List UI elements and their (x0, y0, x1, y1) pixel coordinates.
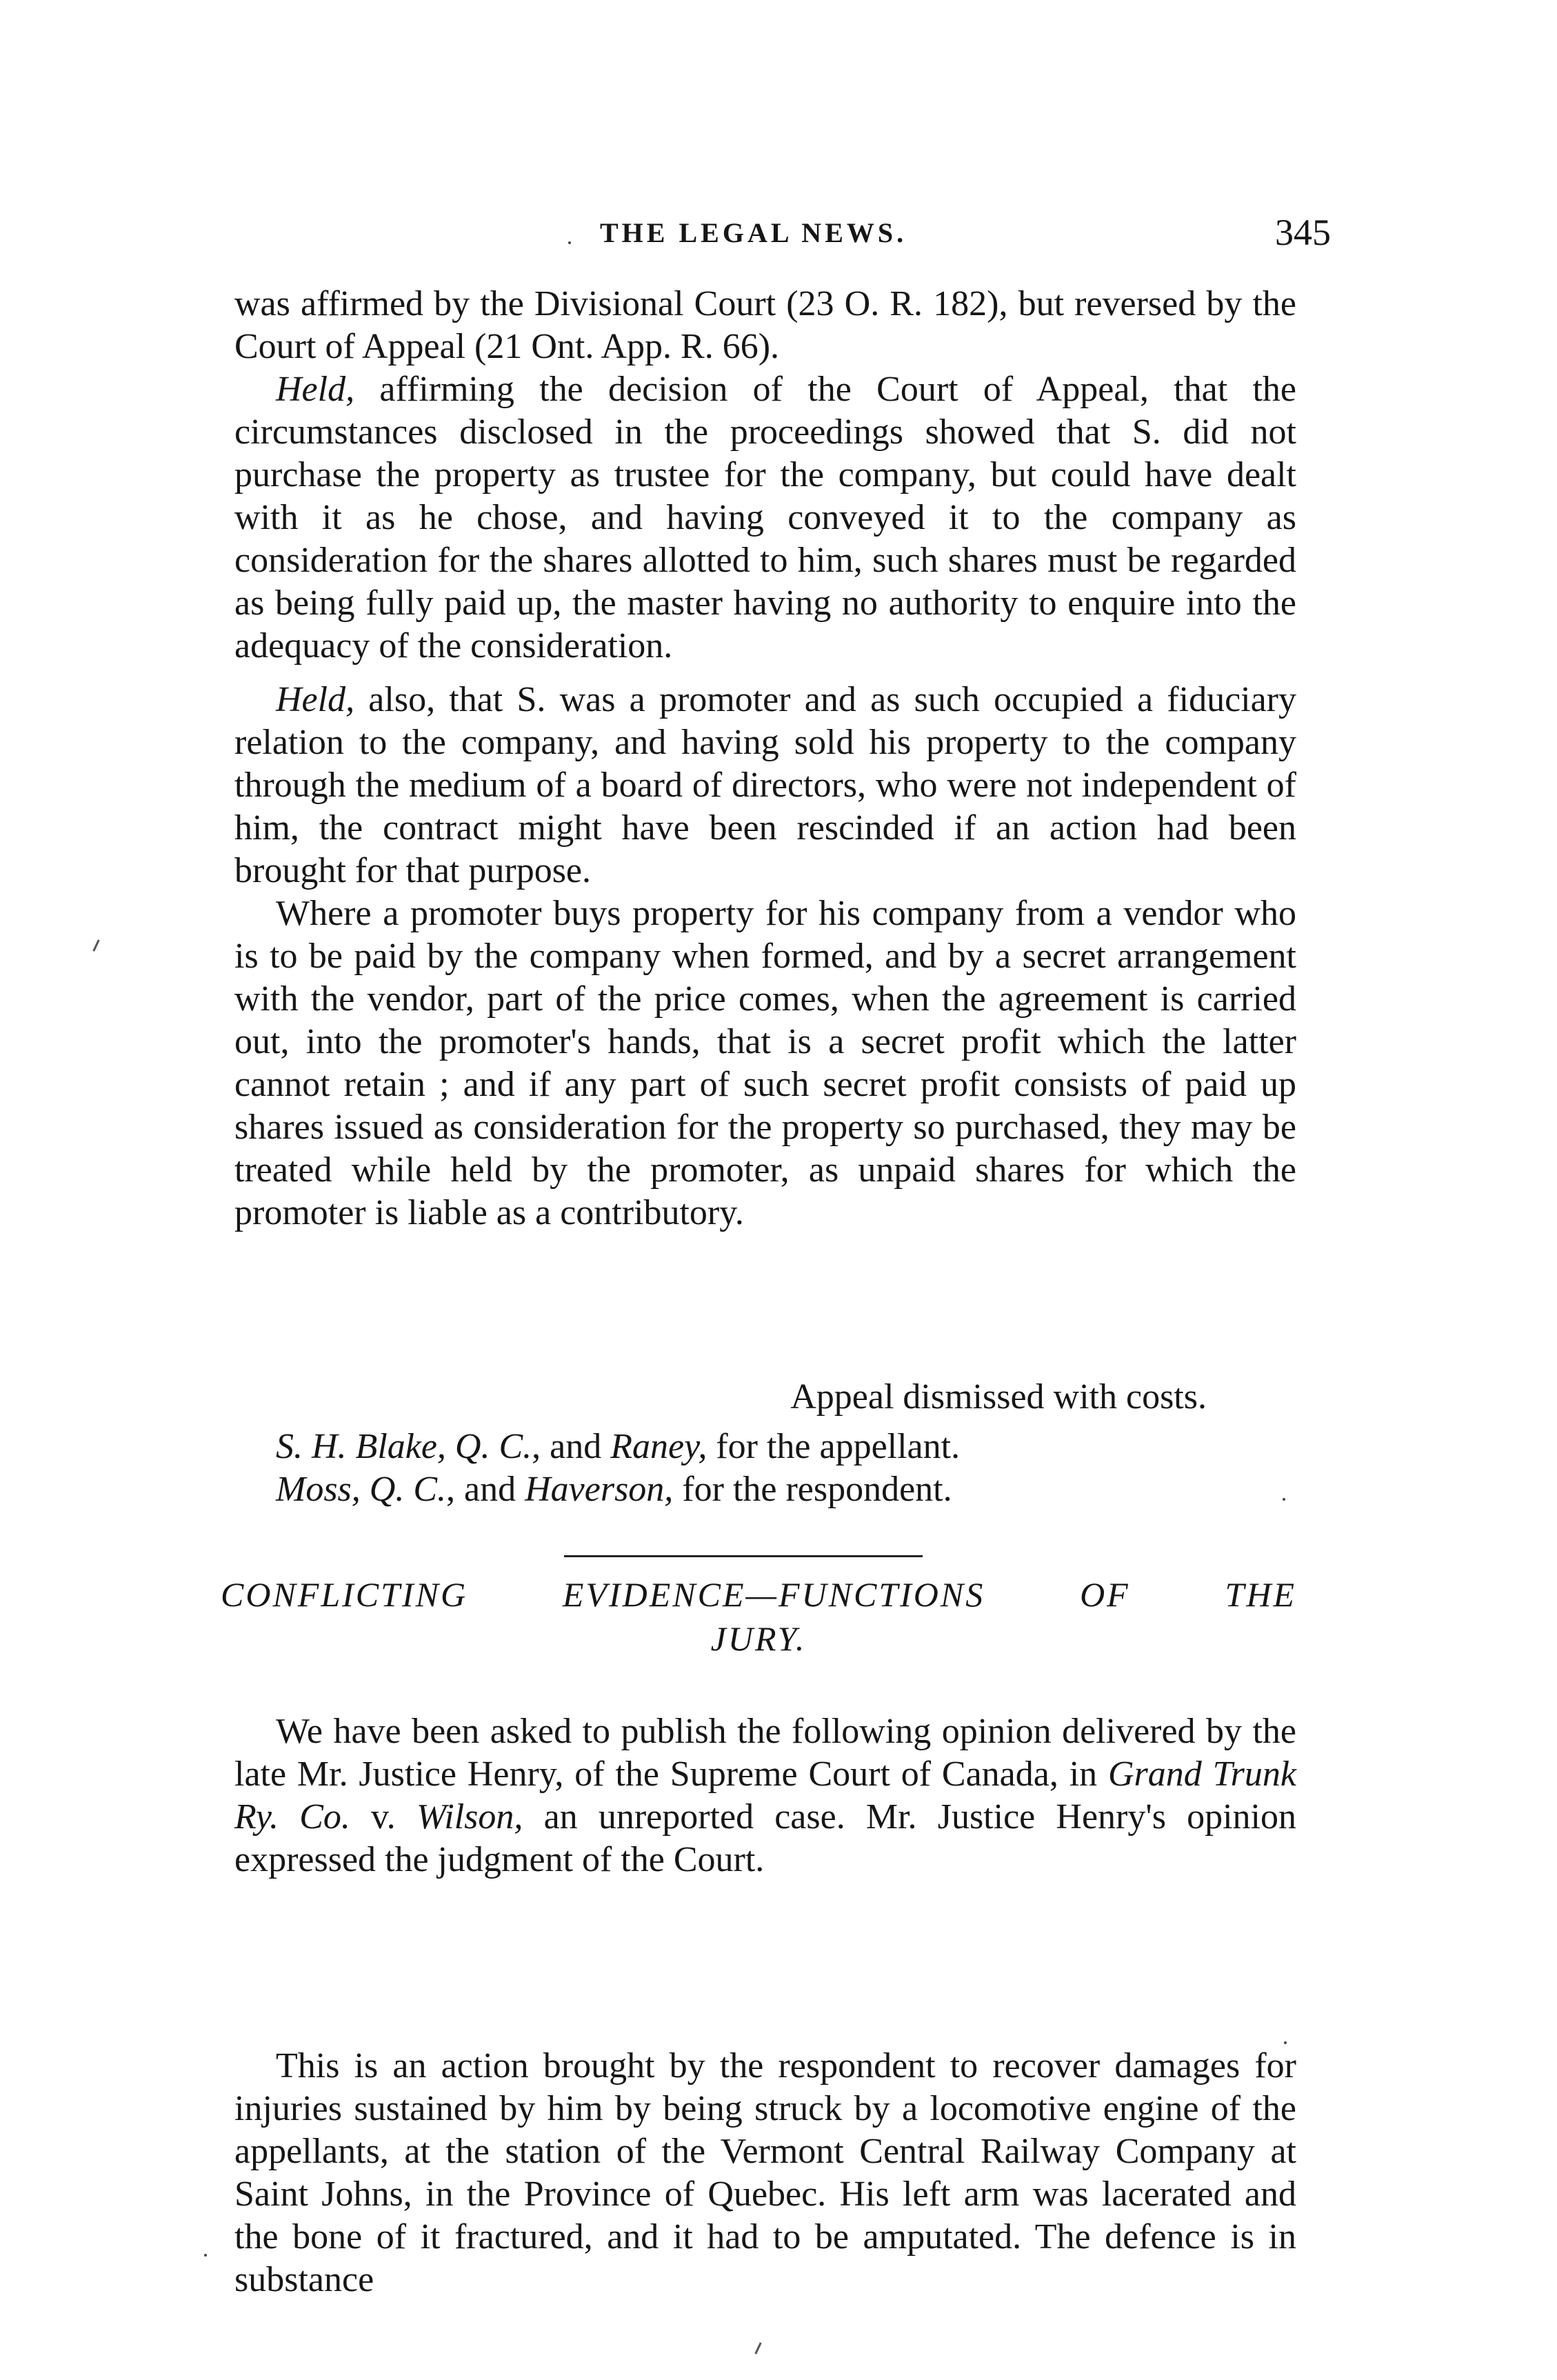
scan-speck (1283, 1498, 1285, 1501)
case-conclusion (234, 1376, 1296, 1511)
running-head (228, 207, 1331, 262)
intro-paragraph (234, 1710, 1296, 1881)
party-name: Wilson, (416, 1797, 523, 1837)
counsel-joiner: , and (532, 1427, 611, 1466)
holding-text: also, that S. was a promoter and as such occupied a fiduciary relation to the company, and having sold his property to the company through the medium of a board of directors, who were not independent of him, the contract might have been rescinded if an action had been brought for that purpose. (234, 680, 1296, 890)
held-label: Held, (276, 680, 355, 719)
article-heading-line-2: JURY. (710, 1619, 807, 1658)
article-intro (234, 1710, 1296, 1881)
holding-paragraph-2 (234, 679, 1296, 892)
counsel-name: Haverson, (525, 1470, 674, 1509)
holding-paragraph-1 (234, 368, 1296, 668)
body-paragraph: This is an action brought by the respondent to recover damages for injuries sustained by him by being struck by a locomotive engine of the appellants, at the station of the Vermont Central Railway Company at Saint Johns, in the Province of Quebec. His left arm was lacerated and the bone of it fractured, and it had to be amputated. The defence is in substance (234, 2046, 1296, 2299)
article-heading-line-1: CONFLICTING EVIDENCE—FUNCTIONS OF THE (221, 1575, 1296, 1614)
scan-speck (1284, 2041, 1287, 2044)
scan-mark (754, 2342, 761, 2354)
intro-text: We have been asked to publish the following opinion delivered by the late Mr. Justice Henry, of the Supreme Court of Canada, in (234, 1712, 1296, 1794)
counsel-name: Raney, (610, 1427, 707, 1466)
case-name: Grand Trunk Ry. Co. (234, 1754, 1296, 1837)
scan-speck (204, 2254, 207, 2257)
counsel-role: for the appellant. (707, 1427, 961, 1466)
counsel-joiner: , and (446, 1470, 525, 1509)
running-title: THE LEGAL NEWS. (600, 217, 907, 248)
section-divider-rule (564, 1555, 923, 1557)
counsel-appellant (234, 1426, 1296, 1468)
opening-paragraph: was affirmed by the Divisional Court (23 O. R. 182), but reversed by the Court of Appeal (21 Ont. App. R. 66). (234, 284, 1296, 366)
held-label: Held, (276, 370, 355, 409)
article-heading (221, 1572, 1296, 1661)
promoter-paragraph: Where a promoter buys property for his company from a vendor who is to be paid by the company when formed, and by a secret arrangement with the vendor, part of the price comes, when the agreement is carried out, into the promoter's hands, that is a secret profit which the latter cannot retain ; and if any part of such secret profit consists of paid up shares issued as consideration for the property so purchased, they may be treated while held by the promoter, as unpaid shares for which the promoter is liable as a contributory. (234, 894, 1296, 1232)
versus: v. (350, 1797, 416, 1837)
counsel-role: for the respondent. (673, 1470, 952, 1509)
intro-text: an unreported case. Mr. Justice Henry's opinion expressed the judgment of the Court. (234, 1797, 1297, 1879)
counsel-respondent (234, 1468, 1296, 1511)
counsel-name: S. H. Blake, Q. C. (276, 1427, 532, 1466)
page-number: 345 (1275, 212, 1331, 253)
scan-speck (568, 241, 571, 244)
holding-text: affirming the decision of the Court of Appeal, that the circumstances disclosed in the proceedings showed that S. did not purchase the property as trustee for the company, but could have dealt with it as he chose, and having conveyed it to the company as consideration for the shares allotted to him, such shares must be regarded as being fully paid up, the master having no authority to enquire into the adequacy of the consideration. (234, 370, 1296, 666)
article-body (234, 2045, 1296, 2301)
scan-mark (92, 939, 99, 952)
counsel-name: Moss, Q. C. (276, 1470, 447, 1509)
case-report-continued (234, 283, 1296, 1234)
disposition-line: Appeal dismissed with costs. (790, 1377, 1207, 1417)
